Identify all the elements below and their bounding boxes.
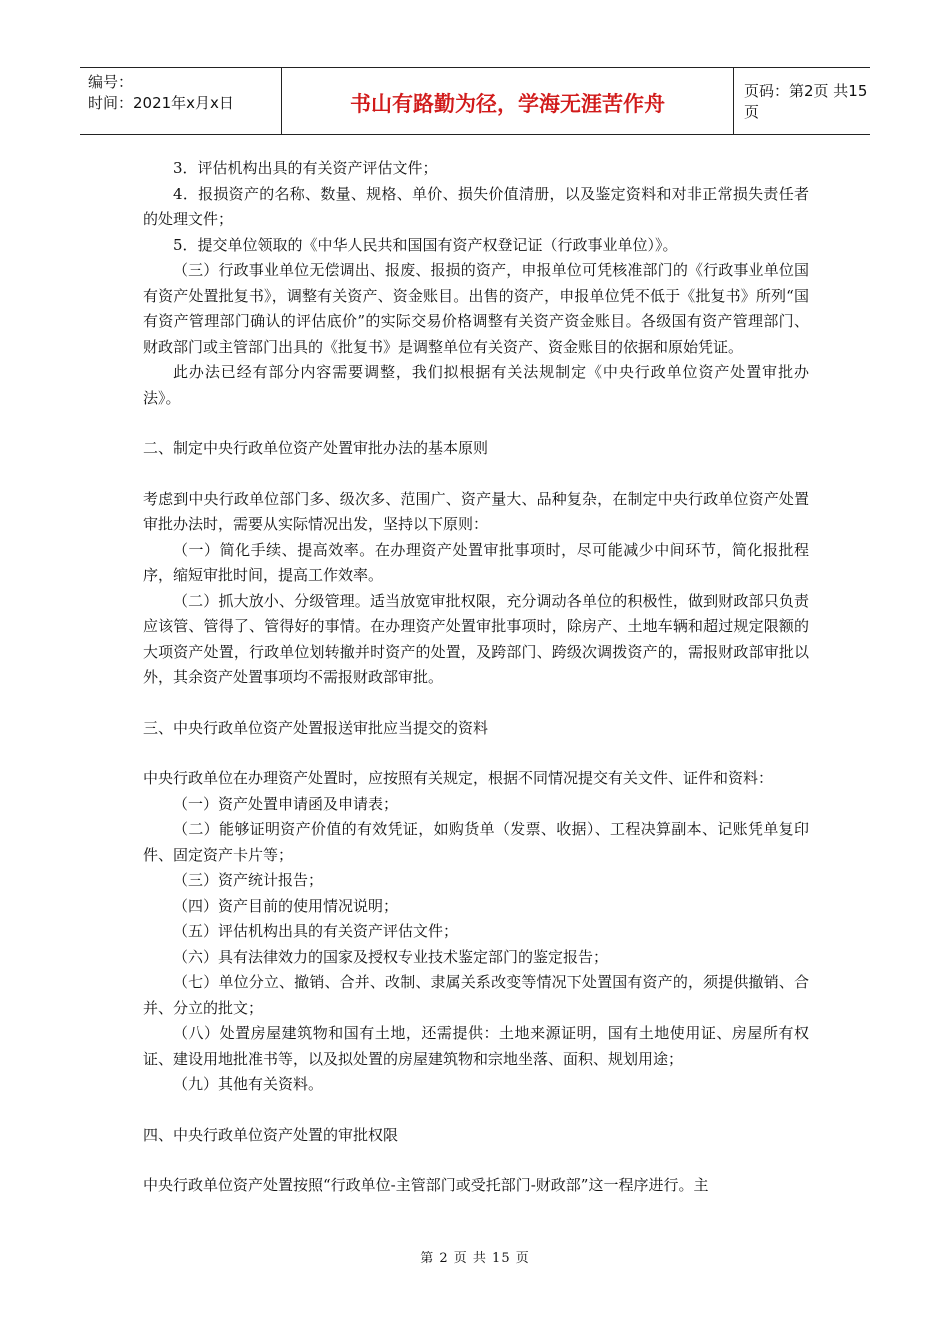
paragraph: （一）简化手续、提高效率。在办理资产处置审批事项时，尽可能减少中间环节，简化报批程序，缩短审批时间，提高工作效率。 [143,540,809,584]
header-page-label: 页码：第2页 共15页 [744,82,868,121]
page-footer: 第 2 页 共 15 页 [420,1251,530,1266]
paragraph: 此办法已经有部分内容需要调整，我们拟根据有关法规制定《中央行政单位资产处置审批办法》。 [143,363,809,407]
list-item: （七）单位分立、撤销、合并、改制、隶属关系改变等情况下处置国有资产的，须提供撤销、合并、分立的批文； [143,973,809,1017]
list-item: （二）能够证明资产价值的有效凭证，如购货单（发票、收据）、工程决算副本、记账凭单复印件、固定资产卡片等； [143,820,809,864]
spacer [143,1148,809,1173]
paragraph: 5．提交单位领取的《中华人民共和国国有资产权登记证（行政事业单位）》。 [173,235,678,254]
list-item: （九）其他有关资料。 [173,1075,324,1093]
section-heading: 四、中央行政单位资产处置的审批权限 [143,1125,399,1144]
paragraph: 考虑到中央行政单位部门多、级次多、范围广、资产量大、品种复杂，在制定中央行政单位资产处置审批办法时，需要从实际情况出发，坚持以下原则： [143,489,809,533]
document-body [143,156,809,1199]
spacer [143,691,809,716]
header-meta [80,68,282,134]
list-item: （六）具有法律效力的国家及授权专业技术鉴定部门的鉴定报告； [173,947,609,966]
paragraph: （二）抓大放小、分级管理。适当放宽审批权限，充分调动各单位的积极性，做到财政部只负责应该管、管得了、管得好的事情。在办理资产处置审批事项时，除房产、土地车辆和超过规定限额的大项资产处置，行政单位划转撤并时资产的处置，及跨部门、跨级次调拨资产的，需报财政部审批以外，其余资产处置事项均不需报财政部审批。 [143,591,809,686]
header-motto: 书山有路勤为径，学海无涯苦作舟 [282,68,734,134]
section-heading: 二、制定中央行政单位资产处置审批办法的基本原则 [143,439,489,457]
document-date-label: 时间：2021年x月x日 [88,94,234,112]
list-item: （五）评估机构出具的有关资产评估文件； [173,922,459,940]
page-header [80,67,870,135]
list-item: （一）资产处置申请函及申请表； [173,794,399,813]
paragraph: （三）行政事业单位无偿调出、报废、报损的资产，申报单位可凭核准部门的《行政事业单位国有资产处置批复书》，调整有关资产、资金账目。出售的资产，申报单位凭不低于《批复书》所列“国有资产管理部门确认的评估底价”的实际交易价格调整有关资产资金账目。各级国有资产管理部门、财政部门或主管部门出具的《批复书》是调整单位有关资产、资金账目的依据和原始凭证。 [143,261,809,356]
spacer [143,1098,809,1123]
paragraph: 中央行政单位在办理资产处置时，应按照有关规定，根据不同情况提交有关文件、证件和资料： [143,769,774,787]
spacer [143,462,809,487]
list-item: （三）资产统计报告； [173,871,324,889]
spacer [143,741,809,766]
paragraph: 中央行政单位资产处置按照“行政单位-主管部门或受托部门-财政部”这一程序进行。主 [143,1176,709,1194]
section-heading: 三、中央行政单位资产处置报送审批应当提交的资料 [143,718,489,737]
list-item: （八）处置房屋建筑物和国有土地，还需提供：土地来源证明，国有土地使用证、房屋所有权证、建设用地批准书等，以及拟处置的房屋建筑物和宗地坐落、面积、规划用途； [143,1024,809,1068]
spacer [143,411,809,436]
paragraph: 3．评估机构出具的有关资产评估文件； [173,159,438,177]
list-item: （四）资产目前的使用情况说明； [173,896,399,915]
document-number-label: 编号： [88,73,134,91]
paragraph: 4．报损资产的名称、数量、规格、单价、损失价值清册，以及鉴定资料和对非正常损失责任者的处理文件； [143,184,809,228]
